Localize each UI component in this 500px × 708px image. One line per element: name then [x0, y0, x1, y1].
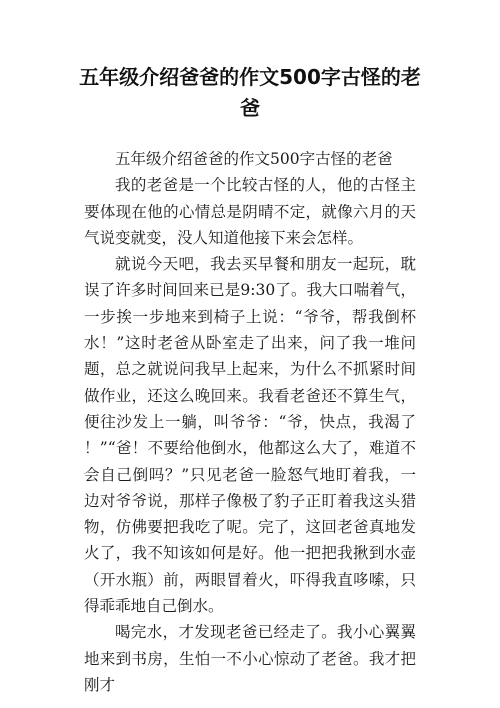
- document-body: [84, 146, 416, 698]
- paragraph: 喝完水，才发现老爸已经走了。我小心翼翼地来到书房，生怕一不小心惊动了老爸。我才把刚才: [84, 623, 416, 694]
- document-title: 五年级介绍爸爸的作文500字古怪的老爸: [79, 65, 421, 120]
- paragraph: 我的老爸是一个比较古怪的人，他的古怪主要体现在他的心情总是阴晴不定，就像六月的天气说变就变，没人知道他接下来会怎样。: [84, 176, 416, 247]
- paragraph-heading: 五年级介绍爸爸的作文500字古怪的老爸: [115, 150, 393, 168]
- paragraph: 就说今天吧，我去买早餐和朋友一起玩，耽误了许多时间回来已是9:30了。我大口喘着气，一步挨一步地来到椅子上说：“爷爷，帮我倒杯水！”这时老爸从卧室走了出来，问了我一堆问题，总之就说问我早上起来，为什么不抓紧时间做作业，还这么晚回来。我看老爸还不算生气，便往沙发上一躺，叫爷爷：“爷，快点，我渴了！”“爸！不要给他倒水，他都这么大了，难道不会自己倒吗？”只见老爸一脸怒气地盯着我，一边对爷爷说，那样子像极了豹子正盯着我这头猎物，仿佛要把我吃了呢。完了，这回老爸真地发火了，我不知该如何是好。他一把把我揪到水壶（开水瓶）前，两眼冒着火，吓得我直哆嗦，只得乖乖地自己倒水。: [84, 255, 416, 616]
